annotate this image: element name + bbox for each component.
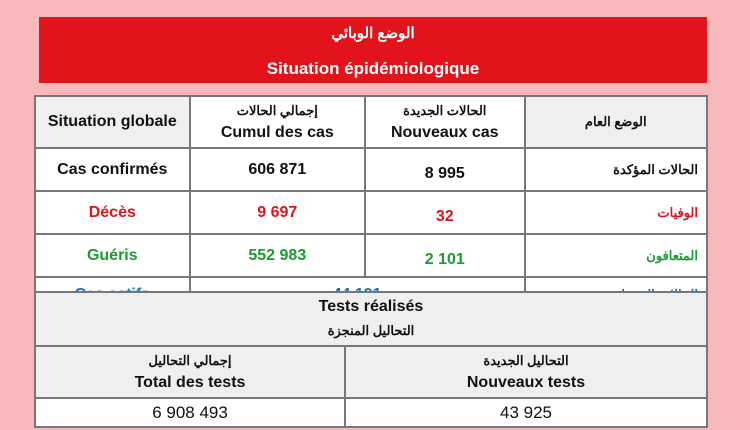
banner-title-ar: الوضع الوبائي — [331, 25, 415, 42]
tests-new-ar: التحاليل الجديدة — [483, 353, 569, 368]
tests-header-row — [35, 292, 707, 346]
tests-subheader-row — [35, 346, 707, 398]
title-banner — [39, 17, 707, 83]
row-label-ar: المتعافون — [525, 234, 707, 277]
tests-new-header — [345, 346, 707, 398]
header-cumul-ar: إجمالي الحالات — [236, 103, 318, 118]
header-nouveaux-ar: الحالات الجديدة — [403, 103, 487, 118]
header-situation-ar-label: الوضع العام — [584, 114, 647, 129]
row-label-fr: Décès — [35, 191, 190, 234]
row-cumul: 552 983 — [190, 234, 365, 277]
tests-total-value: 6 908 493 — [35, 398, 345, 427]
tests-total-ar: إجمالي التحاليل — [148, 353, 232, 368]
tests-title — [35, 292, 707, 346]
tests-total-fr: Total des tests — [134, 374, 246, 391]
banner-title-fr: Situation épidémiologique — [266, 59, 480, 78]
header-situation-ar — [525, 96, 707, 148]
cases-table — [34, 95, 708, 313]
header-cumul-fr: Cumul des cas — [220, 124, 334, 141]
header-situation-globale: Situation globale — [35, 96, 190, 148]
row-label-fr: Guéris — [35, 234, 190, 277]
row-cumul: 606 871 — [190, 148, 365, 191]
tests-new-value: 43 925 — [345, 398, 707, 427]
header-nouveaux — [365, 96, 525, 148]
row-recovered — [35, 234, 707, 277]
tests-new-fr: Nouveaux tests — [466, 374, 586, 391]
header-cumul — [190, 96, 365, 148]
tests-values-row — [35, 398, 707, 427]
row-deaths — [35, 191, 707, 234]
row-label-ar: الحالات المؤكدة — [525, 148, 707, 191]
tests-title-ar: التحاليل المنجزة — [327, 323, 415, 338]
row-label-fr: Cas confirmés — [35, 148, 190, 191]
cases-header-row — [35, 96, 707, 148]
row-nouveaux: 32 — [365, 191, 525, 234]
row-nouveaux: 2 101 — [365, 234, 525, 277]
row-confirmed — [35, 148, 707, 191]
row-cumul: 9 697 — [190, 191, 365, 234]
header-nouveaux-fr: Nouveaux cas — [390, 124, 499, 141]
tests-table — [34, 291, 708, 428]
row-label-ar: الوفيات — [525, 191, 707, 234]
row-nouveaux: 8 995 — [365, 148, 525, 191]
tests-title-fr: Tests réalisés — [318, 298, 424, 315]
tests-total-header — [35, 346, 345, 398]
